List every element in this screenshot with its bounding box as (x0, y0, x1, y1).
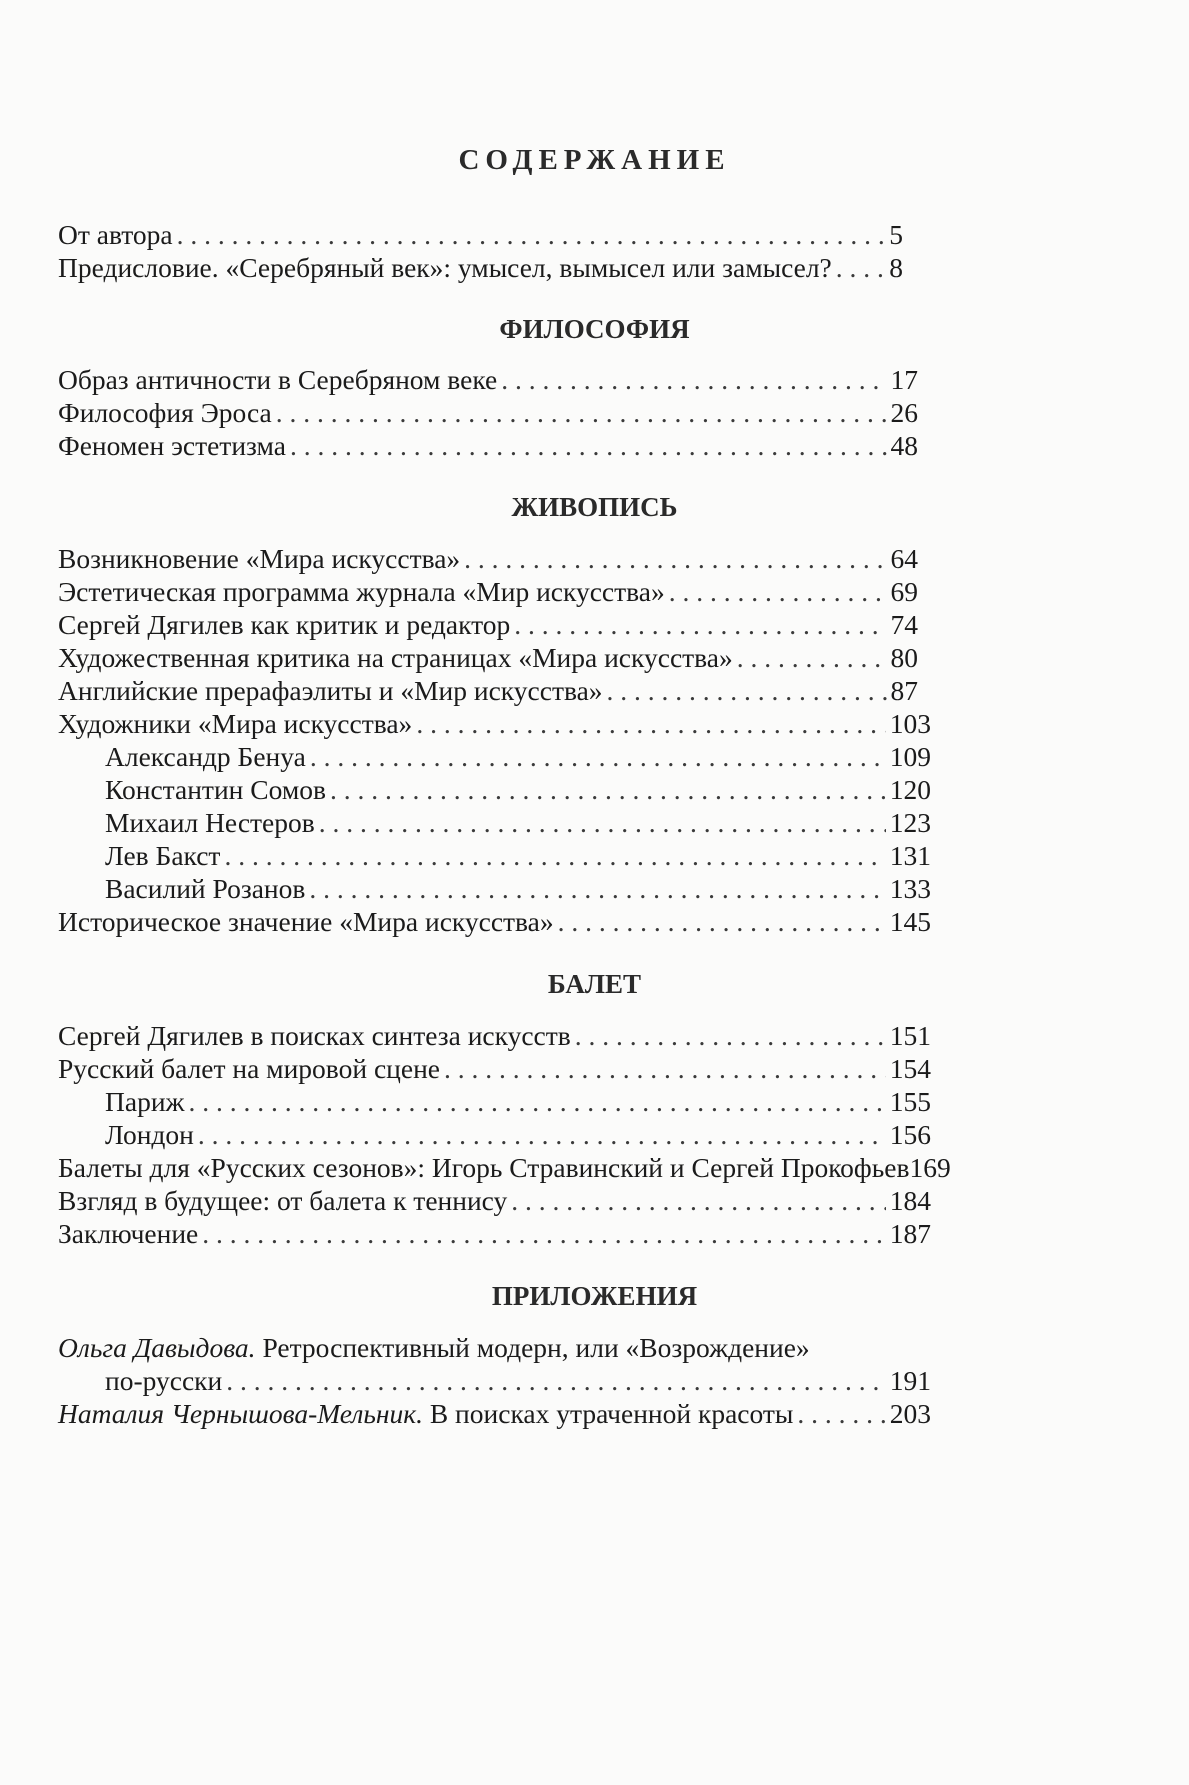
leader-dots (226, 1364, 885, 1398)
entry-title-wrap (58, 1397, 793, 1431)
leader-dots (669, 575, 887, 609)
entry-page: 74 (890, 609, 918, 640)
entry-page: 169 (909, 1152, 951, 1183)
entry-title: В поисках утраченной красоты (429, 1398, 794, 1429)
entry-title: Философия Эроса (58, 397, 272, 428)
entry-title: Лондон (105, 1119, 194, 1150)
leader-dots (797, 1397, 885, 1431)
leader-dots (290, 429, 887, 463)
leader-dots (330, 773, 886, 807)
entry-title: Образ античности в Серебряном веке (58, 364, 498, 395)
toc-entry[interactable] (105, 1364, 931, 1398)
entry-page: 48 (890, 430, 918, 461)
entry-title: Сергей Дягилев как критик и редактор (58, 609, 511, 640)
toc-entry[interactable] (58, 363, 918, 397)
leader-dots (319, 806, 886, 840)
entry-title: Василий Розанов (105, 873, 306, 904)
leader-dots (575, 1019, 886, 1053)
page-title: СОДЕРЖАНИЕ (458, 144, 731, 176)
toc-entry[interactable] (58, 542, 918, 576)
entry-title: Лев Бакст (105, 840, 221, 871)
toc-entry[interactable] (58, 1184, 931, 1218)
entry-page: 8 (889, 252, 903, 283)
entry-title: Художники «Мира искусства» (58, 708, 413, 739)
entry-title: Александр Бенуа (105, 741, 306, 772)
entry-page: 87 (890, 675, 918, 706)
leader-dots (501, 363, 886, 397)
entry-title: Взгляд в будущее: от балета к теннису (58, 1185, 508, 1216)
leader-dots (276, 396, 887, 430)
toc-entry[interactable] (58, 674, 918, 708)
leader-dots (202, 1217, 886, 1251)
toc-entry[interactable] (58, 1217, 931, 1251)
leader-dots (514, 608, 886, 642)
entry-title: Русский балет на мировой сцене (58, 1053, 440, 1084)
leader-dots (511, 1184, 885, 1218)
entry-page: 109 (889, 741, 931, 772)
entry-title: Эстетическая программа журнала «Мир искусства» (58, 576, 665, 607)
toc-entry[interactable] (58, 1052, 931, 1086)
leader-dots (416, 707, 885, 741)
entry-title: Михаил Нестеров (105, 807, 315, 838)
toc-entry[interactable] (105, 839, 931, 873)
entry-author: Ольга Давыдова. (58, 1332, 256, 1363)
toc-entry[interactable] (58, 641, 918, 675)
entry-page: 191 (889, 1365, 931, 1396)
toc-entry[interactable] (105, 1118, 931, 1152)
toc-entry[interactable] (58, 218, 903, 252)
entry-title: Константин Сомов (105, 774, 326, 805)
entry-title: Ретроспективный модерн, или «Возрождение» (262, 1332, 810, 1363)
entry-page: 187 (889, 1218, 931, 1249)
leader-dots (177, 218, 886, 252)
entry-title: Предисловие. «Серебряный век»: умысел, вымысел или замысел? (58, 252, 832, 283)
entry-title: Английские прерафаэлиты и «Мир искусства» (58, 675, 603, 706)
toc-entry[interactable] (58, 1151, 951, 1185)
entry-page: 69 (890, 576, 918, 607)
entry-page: 17 (890, 364, 918, 395)
entry-page: 155 (889, 1086, 931, 1117)
entry-title: Балеты для «Русских сезонов»: Игорь Стравинский и Сергей Прокофьев (58, 1152, 910, 1183)
section-title: ЖИВОПИСЬ (511, 492, 678, 522)
entry-title: От автора (58, 219, 173, 250)
toc-entry[interactable] (58, 251, 903, 285)
entry-page: 64 (890, 543, 918, 574)
entry-author: Наталия Чернышова-Мельник. (58, 1398, 423, 1429)
leader-dots (310, 740, 886, 774)
entry-page: 120 (889, 774, 931, 805)
leader-dots (558, 905, 886, 939)
leader-dots (309, 872, 885, 906)
toc-entry[interactable] (105, 806, 931, 840)
entry-page: 80 (890, 642, 918, 673)
entry-page: 151 (889, 1020, 931, 1051)
entry-title-continuation: по-русски (105, 1365, 223, 1396)
toc-entry[interactable] (58, 1397, 931, 1431)
entry-title: Сергей Дягилев в поисках синтеза искусств (58, 1020, 571, 1051)
entry-page: 184 (889, 1185, 931, 1216)
entry-title: Историческое значение «Мира искусства» (58, 906, 554, 937)
toc-entry[interactable] (105, 872, 931, 906)
entry-page: 123 (889, 807, 931, 838)
leader-dots (607, 674, 887, 708)
leader-dots (224, 839, 885, 873)
entry-title: Париж (105, 1086, 185, 1117)
leader-dots (189, 1085, 886, 1119)
entry-title: Феномен эстетизма (58, 430, 286, 461)
entry-page: 145 (889, 906, 931, 937)
toc-entry-first-line[interactable] (58, 1331, 810, 1365)
toc-entry[interactable] (58, 396, 918, 430)
entry-page: 26 (890, 397, 918, 428)
leader-dots (737, 641, 887, 675)
entry-page: 103 (889, 708, 931, 739)
entry-page: 5 (889, 219, 903, 250)
entry-title: Художественная критика на страницах «Мира искусства» (58, 642, 733, 673)
entry-title: Возникновение «Мира искусства» (58, 543, 461, 574)
entry-page: 154 (889, 1053, 931, 1084)
section-title: ФИЛОСОФИЯ (499, 314, 690, 344)
leader-dots (198, 1118, 886, 1152)
toc-entry[interactable] (105, 773, 931, 807)
toc-entry[interactable] (58, 905, 931, 939)
section-title: БАЛЕТ (547, 969, 642, 999)
toc-entry[interactable] (58, 575, 918, 609)
toc-entry[interactable] (58, 608, 918, 642)
toc-entry[interactable] (58, 429, 918, 463)
toc-entry[interactable] (105, 1085, 931, 1119)
leader-dots (836, 251, 886, 285)
leader-dots (444, 1052, 886, 1086)
leader-dots (464, 542, 886, 576)
entry-page: 203 (889, 1398, 931, 1429)
entry-page: 131 (889, 840, 931, 871)
toc-entry[interactable] (105, 740, 931, 774)
toc-entry[interactable] (58, 1019, 931, 1053)
entry-title: Заключение (58, 1218, 199, 1249)
section-title: ПРИЛОЖЕНИЯ (491, 1281, 698, 1311)
toc-entry[interactable] (58, 707, 931, 741)
entry-page: 133 (889, 873, 931, 904)
entry-page: 156 (889, 1119, 931, 1150)
